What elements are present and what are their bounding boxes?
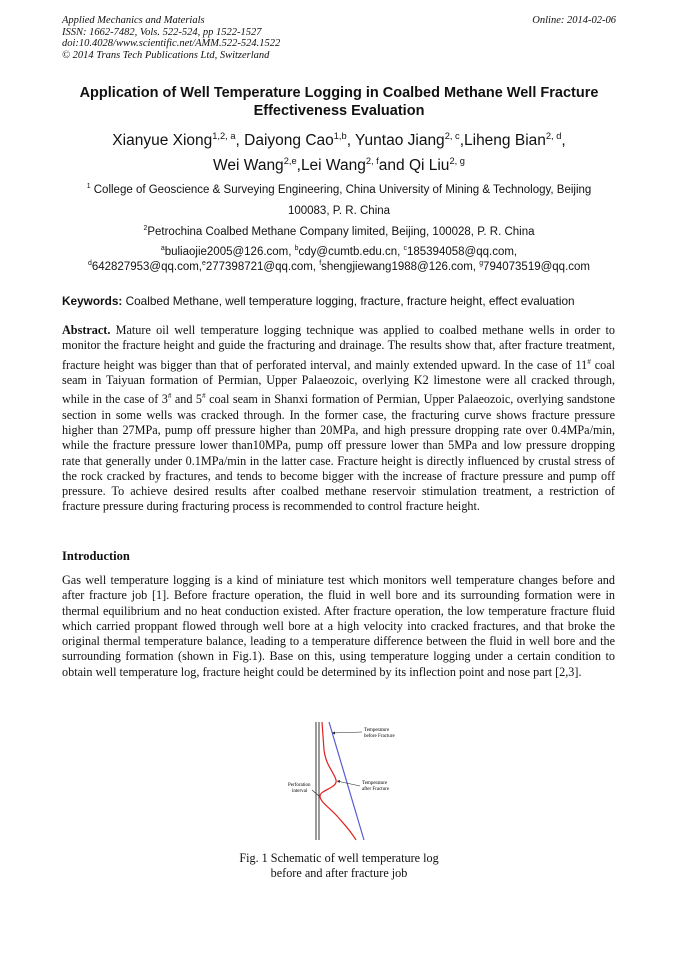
email-superscript: e (202, 260, 206, 268)
keywords-label: Keywords: (62, 294, 123, 308)
arrowhead-icon (337, 780, 340, 783)
introduction-text: Gas well temperature logging is a kind of miniature test which monitors well temperature changes before and after fracture job [1]. Before fracture operation, the fluid in well bore and its surrounding formation were in thermal equilibrium and no heat conduction existed. After fracture operation, the low temperature fracture fluid which carried proppant flowed through well bore at a high velocity into cracked fractures, and that broke the original thermal temperature balance, leading to a temperature difference between the fluid in well bore and the surrounding formation (shown in Fig.1). Base on this, using temperature logging under a certain condition to obtain well temperature log, fracture height could be determined by its inflection point and nose part [2,3]. (62, 573, 615, 679)
author-name: Liheng Bian (464, 132, 546, 149)
abstract-superscript: # (202, 391, 206, 401)
arrow-perforation (312, 790, 319, 796)
abstract-text: coal seam in Shanxi formation of Permian, Upper Palaeozoic, overlying sandstone section in some wells was cracked through. In the former case, the fracturing curve shows fracture pressure higher than 27MPa, pump off pressure higher than 20MPa, and high pressure dropping rate over 0.4MPa/min, while the fracture pressure lower than10MPa, pump off pressure lower than 5MPa and low pressure dropping rate that generally under 0.1MPa/min in the latter case. Fracture height is directly influenced by crustal stress of the rock cracked by fractures, and tends to become bigger with the increase of fracture pressure and pump off pressure. To achieve desired results after coalbed methane reservoir stimulation treatment, a restriction of fracture pressure during fracturing process is recommended to control fracture height. (62, 392, 615, 514)
label-temperature-after: Temperature (362, 781, 388, 786)
author-superscript: 2,e (283, 155, 297, 166)
abstract-superscript: # (167, 391, 172, 401)
affiliation-number: 1 (86, 183, 91, 191)
journal-header (62, 15, 280, 61)
email-address: 185394058@qq.com, (406, 246, 518, 258)
label-temperature-before: Temperature (364, 728, 390, 733)
label-perforation: Perforation (288, 783, 311, 788)
email-list (62, 245, 616, 275)
arrow-after (337, 781, 360, 786)
author-list: Xianyue Xiong$^{1,2, a}$, Daiyong Cao$^{1,b}$, Yuntao Jiang$^{2, c}$,Liheng Bian$^{2, d}$, Wei Wang$^{2,e}$,Lei Wang$^{2, f}$and Qi Liu$^{2, g}$ (112, 130, 566, 174)
email-address: cdy@cumtb.edu.cn, (298, 246, 404, 258)
author-superscript: 2, g (449, 155, 465, 166)
abstract-superscript: # (587, 356, 591, 366)
temperature-log-figure (282, 720, 398, 842)
author-name: Daiyong Cao (244, 132, 334, 149)
label-temperature-after-2: after Fracture (362, 787, 390, 792)
arrow-before (332, 732, 362, 733)
abstract-text: coal seam in Taiyuan formation of Permian, Upper Palaeozoic, overlying K2 limestone were all cracked through, while in the case of 3 (62, 357, 615, 407)
abstract (62, 323, 615, 515)
email-address: 794073519@qq.com (483, 261, 590, 273)
caption-line: before and after fracture job (270, 866, 408, 880)
author-name: Wei Wang (213, 157, 284, 174)
author-superscript: 2, d (545, 130, 562, 141)
journal-name: Applied Mechanics and Materials (62, 15, 205, 26)
author-superscript: 1,b (333, 130, 347, 141)
affiliation-text: 100083, P. R. China (287, 205, 391, 217)
label-temperature-before-2: before Fracture (364, 734, 395, 739)
affiliation-1 (62, 180, 616, 222)
online-date: Online: 2014-02-06 (532, 15, 616, 26)
author-superscript: 2, f (365, 155, 379, 166)
email-superscript: c (403, 245, 407, 253)
issn-line: ISSN: 1662-7482, Vols. 522-524, pp 1522-1527 (62, 26, 262, 38)
author-name: Qi Liu (408, 157, 450, 174)
email-superscript: g (479, 260, 484, 268)
email-superscript: d (88, 260, 92, 268)
author-name: Xianyue Xiong (112, 132, 213, 149)
temperature-before-curve (329, 722, 364, 840)
figure-caption (200, 851, 478, 881)
label-perforation-2: interval (292, 789, 308, 794)
abstract-label: Abstract. (62, 323, 111, 337)
email-address: 642827953@qq.com, (91, 261, 202, 273)
copyright-line: © 2014 Trans Tech Publications Ltd, Switzerland (62, 49, 270, 61)
keywords (62, 294, 622, 308)
author-superscript: 2, c (444, 130, 460, 141)
affiliation-text: Petrochina Coalbed Methane Company limited, Beijing, 100028, P. R. China (147, 226, 535, 238)
email-address: 277398721@qq.com, (205, 261, 320, 273)
paper-title: Application of Well Temperature Logging in Coalbed Methane Well Fracture Effectiveness Evaluation (79, 85, 599, 119)
author-name: Yuntao Jiang (355, 132, 445, 149)
abstract-text: Mature oil well temperature logging technique was applied to coalbed methane wells in order to monitor the fracture height and guide the fracturing and drainage. The results show that, after fracture treatment, fracture height was bigger than that of perforated interval, and mainly extended upward. In the case of 11 (62, 323, 615, 372)
section-heading: Introduction (62, 549, 130, 563)
email-address: shengjiewang1988@126.com, (321, 261, 480, 273)
author-superscript: 1,2, a (212, 130, 236, 141)
email-superscript: b (294, 245, 299, 253)
author-conjunction: and (378, 157, 409, 174)
affiliation-text: College of Geoscience & Surveying Engineering, China University of Mining & Technology, Beijing (93, 184, 592, 196)
doi-line: doi:10.4028/www.scientific.net/AMM.522-524.1522 (62, 38, 281, 49)
abstract-text: and 5 (171, 392, 203, 407)
email-superscript: f (319, 260, 322, 268)
email-superscript: a (160, 245, 165, 253)
affiliation-2 (62, 222, 616, 243)
caption-line: Fig. 1 Schematic of well temperature log (239, 851, 439, 865)
affiliation-number: 2 (143, 225, 148, 233)
keywords-text: Coalbed Methane, well temperature logging, fracture, fracture height, effect evaluation (122, 294, 575, 308)
email-address: buliaojie2005@126.com, (164, 246, 295, 258)
author-name: Lei Wang (300, 157, 366, 174)
